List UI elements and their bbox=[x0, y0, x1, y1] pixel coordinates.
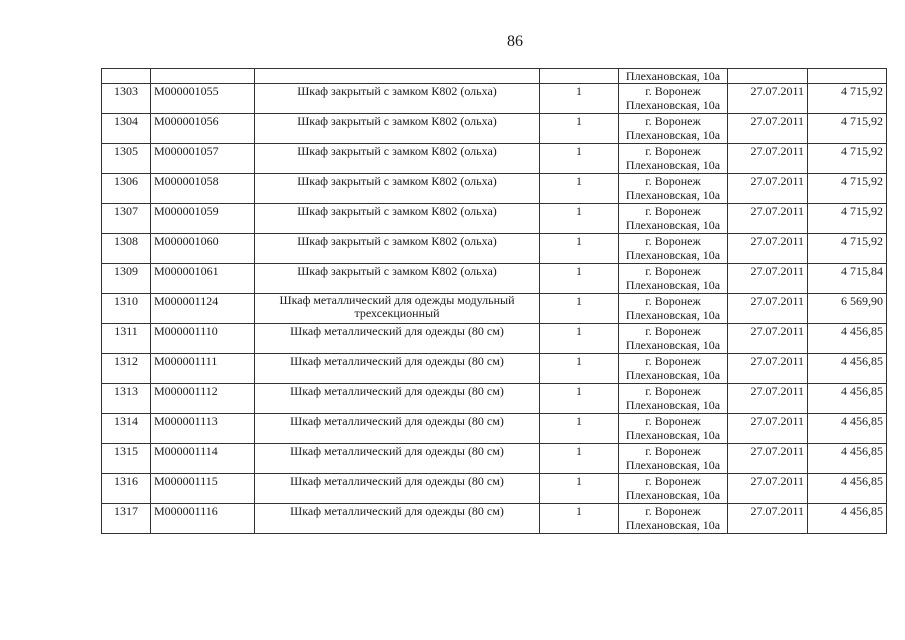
item-amount: 4 456,85 bbox=[808, 354, 887, 384]
item-name: Шкаф закрытый с замком К802 (ольха) bbox=[255, 204, 540, 234]
cont-cell-place: Плехановская, 10а bbox=[619, 69, 728, 84]
table-row bbox=[102, 144, 887, 174]
location-city: г. Воронеж bbox=[645, 204, 701, 218]
item-date: 27.07.2011 bbox=[728, 234, 808, 264]
row-number: 1305 bbox=[102, 144, 151, 174]
item-location bbox=[619, 384, 728, 414]
item-quantity: 1 bbox=[540, 264, 619, 294]
inventory-code: М000001060 bbox=[151, 234, 255, 264]
item-name: Шкаф металлический для одежды модульный трехсекционный bbox=[255, 294, 540, 324]
inventory-code: М000001115 bbox=[151, 474, 255, 504]
cont-cell-date bbox=[728, 69, 808, 84]
location-street: Плехановская, 10а bbox=[625, 158, 721, 172]
row-number: 1304 bbox=[102, 114, 151, 144]
location-street: Плехановская, 10а bbox=[625, 98, 721, 112]
row-number: 1307 bbox=[102, 204, 151, 234]
item-date: 27.07.2011 bbox=[728, 204, 808, 234]
inventory-code: М000001110 bbox=[151, 324, 255, 354]
item-name: Шкаф металлический для одежды (80 см) bbox=[255, 324, 540, 354]
location-street: Плехановская, 10а bbox=[625, 128, 721, 142]
item-quantity: 1 bbox=[540, 144, 619, 174]
location-city: г. Воронеж bbox=[645, 294, 701, 308]
row-number: 1306 bbox=[102, 174, 151, 204]
location-city: г. Воронеж bbox=[645, 414, 701, 428]
cont-cell-amount bbox=[808, 69, 887, 84]
cont-cell-num bbox=[102, 69, 151, 84]
table-body bbox=[102, 69, 887, 534]
table-row bbox=[102, 114, 887, 144]
location-street: Плехановская, 10а bbox=[625, 428, 721, 442]
item-amount: 4 715,92 bbox=[808, 204, 887, 234]
inventory-code: М000001113 bbox=[151, 414, 255, 444]
continuation-row bbox=[102, 69, 887, 84]
item-amount: 4 456,85 bbox=[808, 444, 887, 474]
table-row bbox=[102, 504, 887, 534]
location-street: Плехановская, 10а bbox=[625, 338, 721, 352]
table-row bbox=[102, 384, 887, 414]
cont-cell-qty bbox=[540, 69, 619, 84]
item-quantity: 1 bbox=[540, 294, 619, 324]
cont-cell-code bbox=[151, 69, 255, 84]
item-date: 27.07.2011 bbox=[728, 354, 808, 384]
item-name: Шкаф металлический для одежды (80 см) bbox=[255, 474, 540, 504]
location-city: г. Воронеж bbox=[645, 174, 701, 188]
row-number: 1316 bbox=[102, 474, 151, 504]
item-amount: 4 715,92 bbox=[808, 144, 887, 174]
inventory-code: М000001057 bbox=[151, 144, 255, 174]
item-amount: 4 456,85 bbox=[808, 474, 887, 504]
item-name: Шкаф закрытый с замком К802 (ольха) bbox=[255, 84, 540, 114]
row-number: 1317 bbox=[102, 504, 151, 534]
location-street: Плехановская, 10а bbox=[625, 248, 721, 262]
item-amount: 6 569,90 bbox=[808, 294, 887, 324]
item-date: 27.07.2011 bbox=[728, 264, 808, 294]
item-date: 27.07.2011 bbox=[728, 384, 808, 414]
location-city: г. Воронеж bbox=[645, 114, 701, 128]
row-number: 1314 bbox=[102, 414, 151, 444]
inventory-code: М000001059 bbox=[151, 204, 255, 234]
location-street: Плехановская, 10а bbox=[625, 188, 721, 202]
table-row bbox=[102, 264, 887, 294]
location-street: Плехановская, 10а bbox=[625, 218, 721, 232]
location-street: Плехановская, 10а bbox=[625, 518, 721, 532]
table-row bbox=[102, 444, 887, 474]
item-name: Шкаф закрытый с замком К802 (ольха) bbox=[255, 234, 540, 264]
item-amount: 4 715,92 bbox=[808, 174, 887, 204]
item-quantity: 1 bbox=[540, 204, 619, 234]
item-location bbox=[619, 114, 728, 144]
row-number: 1310 bbox=[102, 294, 151, 324]
item-quantity: 1 bbox=[540, 474, 619, 504]
item-amount: 4 456,85 bbox=[808, 384, 887, 414]
item-name: Шкаф закрытый с замком К802 (ольха) bbox=[255, 174, 540, 204]
table-row bbox=[102, 234, 887, 264]
item-name: Шкаф металлический для одежды (80 см) bbox=[255, 444, 540, 474]
item-date: 27.07.2011 bbox=[728, 444, 808, 474]
item-date: 27.07.2011 bbox=[728, 114, 808, 144]
item-name: Шкаф металлический для одежды (80 см) bbox=[255, 384, 540, 414]
location-city: г. Воронеж bbox=[645, 84, 701, 98]
item-location bbox=[619, 324, 728, 354]
row-number: 1303 bbox=[102, 84, 151, 114]
inventory-table bbox=[101, 68, 887, 534]
item-quantity: 1 bbox=[540, 324, 619, 354]
inventory-code: М000001114 bbox=[151, 444, 255, 474]
item-quantity: 1 bbox=[540, 384, 619, 414]
item-location bbox=[619, 294, 728, 324]
row-number: 1311 bbox=[102, 324, 151, 354]
item-name: Шкаф закрытый с замком К802 (ольха) bbox=[255, 264, 540, 294]
item-quantity: 1 bbox=[540, 234, 619, 264]
location-street: Плехановская, 10а bbox=[625, 368, 721, 382]
item-amount: 4 456,85 bbox=[808, 504, 887, 534]
location-street: Плехановская, 10а bbox=[625, 308, 721, 322]
item-quantity: 1 bbox=[540, 174, 619, 204]
inventory-code: М000001124 bbox=[151, 294, 255, 324]
item-location bbox=[619, 414, 728, 444]
table-row bbox=[102, 84, 887, 114]
location-city: г. Воронеж bbox=[645, 234, 701, 248]
location-city: г. Воронеж bbox=[645, 474, 701, 488]
item-location bbox=[619, 264, 728, 294]
item-name: Шкаф металлический для одежды (80 см) bbox=[255, 504, 540, 534]
item-quantity: 1 bbox=[540, 354, 619, 384]
item-name: Шкаф металлический для одежды (80 см) bbox=[255, 414, 540, 444]
table-row bbox=[102, 174, 887, 204]
item-date: 27.07.2011 bbox=[728, 504, 808, 534]
item-location bbox=[619, 174, 728, 204]
inventory-code: М000001056 bbox=[151, 114, 255, 144]
row-number: 1309 bbox=[102, 264, 151, 294]
location-street: Плехановская, 10а bbox=[625, 398, 721, 412]
item-name: Шкаф закрытый с замком К802 (ольха) bbox=[255, 114, 540, 144]
page-number: 86 bbox=[507, 33, 523, 50]
item-date: 27.07.2011 bbox=[728, 324, 808, 354]
item-amount: 4 715,92 bbox=[808, 84, 887, 114]
inventory-code: М000001111 bbox=[151, 354, 255, 384]
item-location bbox=[619, 204, 728, 234]
row-number: 1312 bbox=[102, 354, 151, 384]
item-name: Шкаф металлический для одежды (80 см) bbox=[255, 354, 540, 384]
item-location bbox=[619, 234, 728, 264]
location-street: Плехановская, 10а bbox=[625, 278, 721, 292]
location-street: Плехановская, 10а bbox=[625, 488, 721, 502]
row-number: 1315 bbox=[102, 444, 151, 474]
item-location bbox=[619, 504, 728, 534]
item-quantity: 1 bbox=[540, 414, 619, 444]
item-date: 27.07.2011 bbox=[728, 294, 808, 324]
item-quantity: 1 bbox=[540, 444, 619, 474]
item-quantity: 1 bbox=[540, 84, 619, 114]
table-row bbox=[102, 294, 887, 324]
item-location bbox=[619, 144, 728, 174]
inventory-code: М000001112 bbox=[151, 384, 255, 414]
row-number: 1308 bbox=[102, 234, 151, 264]
item-amount: 4 456,85 bbox=[808, 324, 887, 354]
inventory-code: М000001116 bbox=[151, 504, 255, 534]
inventory-code: М000001061 bbox=[151, 264, 255, 294]
item-amount: 4 715,92 bbox=[808, 234, 887, 264]
item-amount: 4 456,85 bbox=[808, 414, 887, 444]
table-row bbox=[102, 324, 887, 354]
table-row bbox=[102, 354, 887, 384]
row-number: 1313 bbox=[102, 384, 151, 414]
item-date: 27.07.2011 bbox=[728, 144, 808, 174]
inventory-code: М000001058 bbox=[151, 174, 255, 204]
location-city: г. Воронеж bbox=[645, 354, 701, 368]
location-city: г. Воронеж bbox=[645, 264, 701, 278]
item-date: 27.07.2011 bbox=[728, 414, 808, 444]
item-date: 27.07.2011 bbox=[728, 174, 808, 204]
item-date: 27.07.2011 bbox=[728, 474, 808, 504]
item-quantity: 1 bbox=[540, 114, 619, 144]
table-row bbox=[102, 414, 887, 444]
table-row bbox=[102, 204, 887, 234]
location-city: г. Воронеж bbox=[645, 324, 701, 338]
item-location bbox=[619, 444, 728, 474]
location-city: г. Воронеж bbox=[645, 144, 701, 158]
item-name: Шкаф закрытый с замком К802 (ольха) bbox=[255, 144, 540, 174]
item-date: 27.07.2011 bbox=[728, 84, 808, 114]
item-location bbox=[619, 84, 728, 114]
location-street: Плехановская, 10а bbox=[625, 458, 721, 472]
location-city: г. Воронеж bbox=[645, 384, 701, 398]
item-amount: 4 715,92 bbox=[808, 114, 887, 144]
location-city: г. Воронеж bbox=[645, 444, 701, 458]
item-location bbox=[619, 354, 728, 384]
location-city: г. Воронеж bbox=[645, 504, 701, 518]
inventory-code: М000001055 bbox=[151, 84, 255, 114]
item-location bbox=[619, 474, 728, 504]
table-row bbox=[102, 474, 887, 504]
cont-cell-name bbox=[255, 69, 540, 84]
item-quantity: 1 bbox=[540, 504, 619, 534]
item-amount: 4 715,84 bbox=[808, 264, 887, 294]
